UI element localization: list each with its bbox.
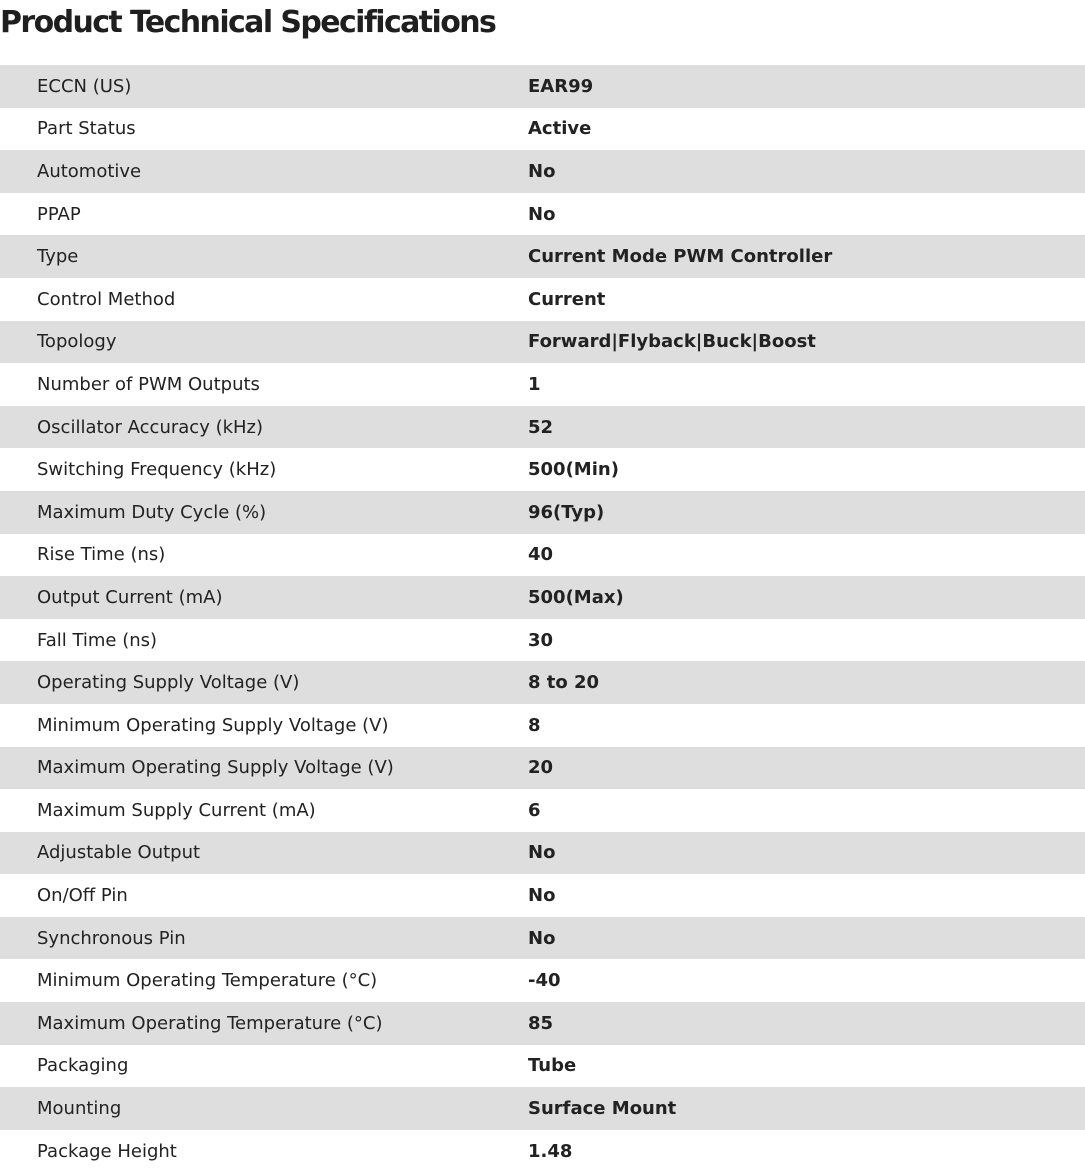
spec-row — [0, 193, 1085, 236]
spec-value: No — [528, 885, 556, 907]
spec-row — [0, 108, 1085, 151]
spec-value: 8 to 20 — [528, 672, 600, 694]
spec-label: Switching Frequency (kHz) — [37, 459, 277, 481]
spec-label: Maximum Duty Cycle (%) — [37, 501, 267, 523]
spec-value: 1 — [528, 373, 541, 395]
spec-row — [0, 789, 1085, 832]
spec-label: ECCN (US) — [37, 75, 132, 97]
spec-label: Operating Supply Voltage (V) — [37, 672, 300, 694]
spec-row — [0, 704, 1085, 747]
spec-label: Type — [37, 246, 79, 268]
spec-value: 8 — [528, 714, 541, 736]
spec-row — [0, 576, 1085, 619]
spec-row — [0, 917, 1085, 960]
spec-value: 30 — [528, 629, 554, 651]
spec-value: 20 — [528, 757, 554, 779]
spec-table — [0, 65, 1085, 1172]
spec-value: 40 — [528, 544, 554, 566]
spec-row — [0, 959, 1085, 1002]
spec-row — [0, 235, 1085, 278]
spec-value: Current — [528, 288, 606, 310]
spec-label: Adjustable Output — [37, 842, 201, 864]
spec-label: Maximum Operating Supply Voltage (V) — [37, 757, 394, 779]
spec-label: Control Method — [37, 288, 176, 310]
spec-label: Packaging — [37, 1055, 129, 1077]
spec-label: Output Current (mA) — [37, 586, 223, 608]
spec-label: Oscillator Accuracy (kHz) — [37, 416, 264, 438]
spec-label: Topology — [37, 331, 117, 353]
spec-row — [0, 1002, 1085, 1045]
spec-label: Part Status — [37, 118, 136, 140]
spec-value: 500(Max) — [528, 586, 624, 608]
spec-value: No — [528, 927, 556, 949]
spec-value: EAR99 — [528, 75, 594, 97]
spec-label: Number of PWM Outputs — [37, 373, 260, 395]
spec-value: 1.48 — [528, 1140, 573, 1162]
spec-row — [0, 150, 1085, 193]
spec-value: No — [528, 203, 556, 225]
spec-label: Rise Time (ns) — [37, 544, 166, 566]
spec-value: Current Mode PWM Controller — [528, 246, 833, 268]
spec-row — [0, 1130, 1085, 1172]
spec-label: Package Height — [37, 1140, 177, 1162]
spec-label: Synchronous Pin — [37, 927, 186, 949]
spec-value: Forward|Flyback|Buck|Boost — [528, 331, 816, 353]
spec-label: On/Off Pin — [37, 885, 128, 907]
spec-row — [0, 448, 1085, 491]
spec-label: PPAP — [37, 203, 81, 225]
spec-label: Automotive — [37, 160, 142, 182]
spec-row — [0, 747, 1085, 790]
spec-row — [0, 65, 1085, 108]
spec-row — [0, 832, 1085, 875]
spec-row — [0, 491, 1085, 534]
spec-value: Active — [528, 118, 592, 140]
spec-value: 85 — [528, 1012, 554, 1034]
spec-label: Minimum Operating Temperature (°C) — [37, 970, 378, 992]
spec-row — [0, 278, 1085, 321]
spec-value: Surface Mount — [528, 1098, 677, 1120]
spec-row — [0, 534, 1085, 577]
spec-row — [0, 363, 1085, 406]
spec-value: No — [528, 842, 556, 864]
spec-row — [0, 1087, 1085, 1130]
spec-row — [0, 1045, 1085, 1088]
spec-value: 6 — [528, 799, 541, 821]
spec-label: Minimum Operating Supply Voltage (V) — [37, 714, 389, 736]
spec-label: Maximum Supply Current (mA) — [37, 799, 316, 821]
page-title: Product Technical Specifications — [0, 5, 496, 40]
spec-row — [0, 874, 1085, 917]
spec-value: -40 — [528, 970, 561, 992]
spec-value: 96(Typ) — [528, 501, 605, 523]
spec-value: 52 — [528, 416, 554, 438]
spec-label: Maximum Operating Temperature (°C) — [37, 1012, 383, 1034]
spec-row — [0, 321, 1085, 364]
spec-value: No — [528, 160, 556, 182]
spec-row — [0, 406, 1085, 449]
spec-label: Mounting — [37, 1098, 122, 1120]
spec-label: Fall Time (ns) — [37, 629, 158, 651]
spec-value: 500(Min) — [528, 459, 619, 481]
spec-row — [0, 619, 1085, 662]
spec-row — [0, 661, 1085, 704]
spec-value: Tube — [528, 1055, 577, 1077]
